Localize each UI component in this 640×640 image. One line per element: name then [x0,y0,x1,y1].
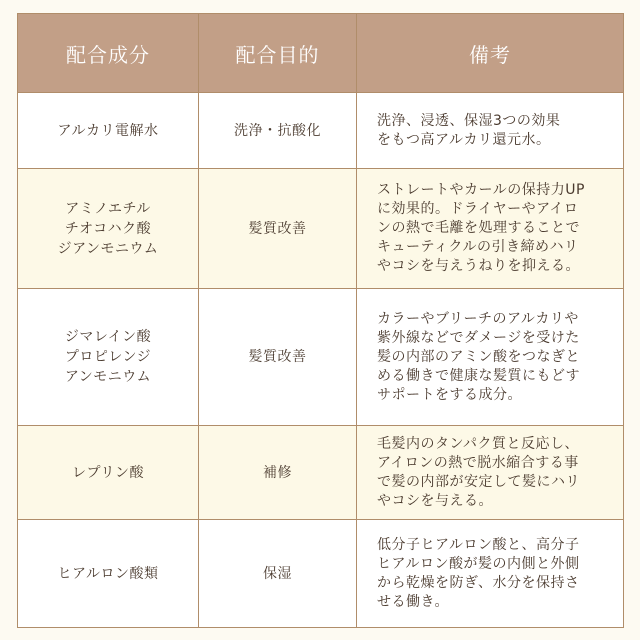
ingredient-name: ジマレイン酸 プロピレンジ アンモニウム [64,329,152,385]
header-purpose: 配合目的 [199,14,357,93]
notes-text: カラーやブリーチのアルカリや 紫外線などでダメージを受けた 髪の内部のアミン酸をつなぎと める働きで健康な髪質にもどす サポートをする成分。 [377,310,580,403]
notes-text: 洗浄、浸透、保湿3つの効果 をもつ高アルカリ還元水。 [377,112,561,148]
table-row [18,169,624,289]
notes-cell [357,289,624,426]
table-row [18,289,624,426]
notes-text: 毛髪内のタンパク質と反応し、 アイロンの熱で脱水縮合する事 で髪の内部が安定して髪にハリ やコシを与える。 [377,435,580,509]
notes-cell [357,426,624,520]
table-row [18,520,624,628]
ingredient-table [17,13,624,628]
purpose-cell [199,520,357,628]
purpose-cell [199,169,357,289]
ingredient-cell [18,169,199,289]
purpose-text: 補修 [263,464,292,481]
header-ingredient: 配合成分 [18,14,199,93]
ingredient-name: アミノエチル チオコハク酸 ジアンモニウム [57,200,159,257]
ingredient-cell [18,289,199,426]
table-header [18,14,624,93]
ingredient-cell [18,520,199,628]
ingredient-cell [18,93,199,169]
purpose-text: 髪質改善 [248,349,307,365]
ingredient-name: レプリン酸 [72,464,144,481]
table-body [18,93,624,628]
purpose-text: 髪質改善 [248,220,307,237]
notes-cell [357,93,624,169]
purpose-cell [199,426,357,520]
purpose-text: 保湿 [263,565,292,582]
ingredient-name: ヒアルロン酸類 [57,565,159,582]
purpose-cell [199,289,357,426]
header-row [18,14,624,93]
purpose-cell [199,93,357,169]
ingredient-cell [18,426,199,520]
header-notes: 備考 [357,14,624,93]
notes-cell [357,169,624,289]
notes-text: 低分子ヒアルロン酸と、高分子 ヒアルロン酸が髪の内側と外側 から乾燥を防ぎ、水分を保持さ せる働き。 [377,536,580,610]
purpose-text: 洗浄・抗酸化 [234,122,321,139]
notes-text: ストレートやカールの保持力UP に効果的。ドライヤーやアイロ ンの熱で毛離を処理することで キューティクルの引き締めハリ やコシを与えうねりを抑える。 [377,182,585,274]
notes-cell [357,520,624,628]
table-row [18,426,624,520]
table-row [18,93,624,169]
ingredient-name: アルカリ電解水 [57,122,159,139]
